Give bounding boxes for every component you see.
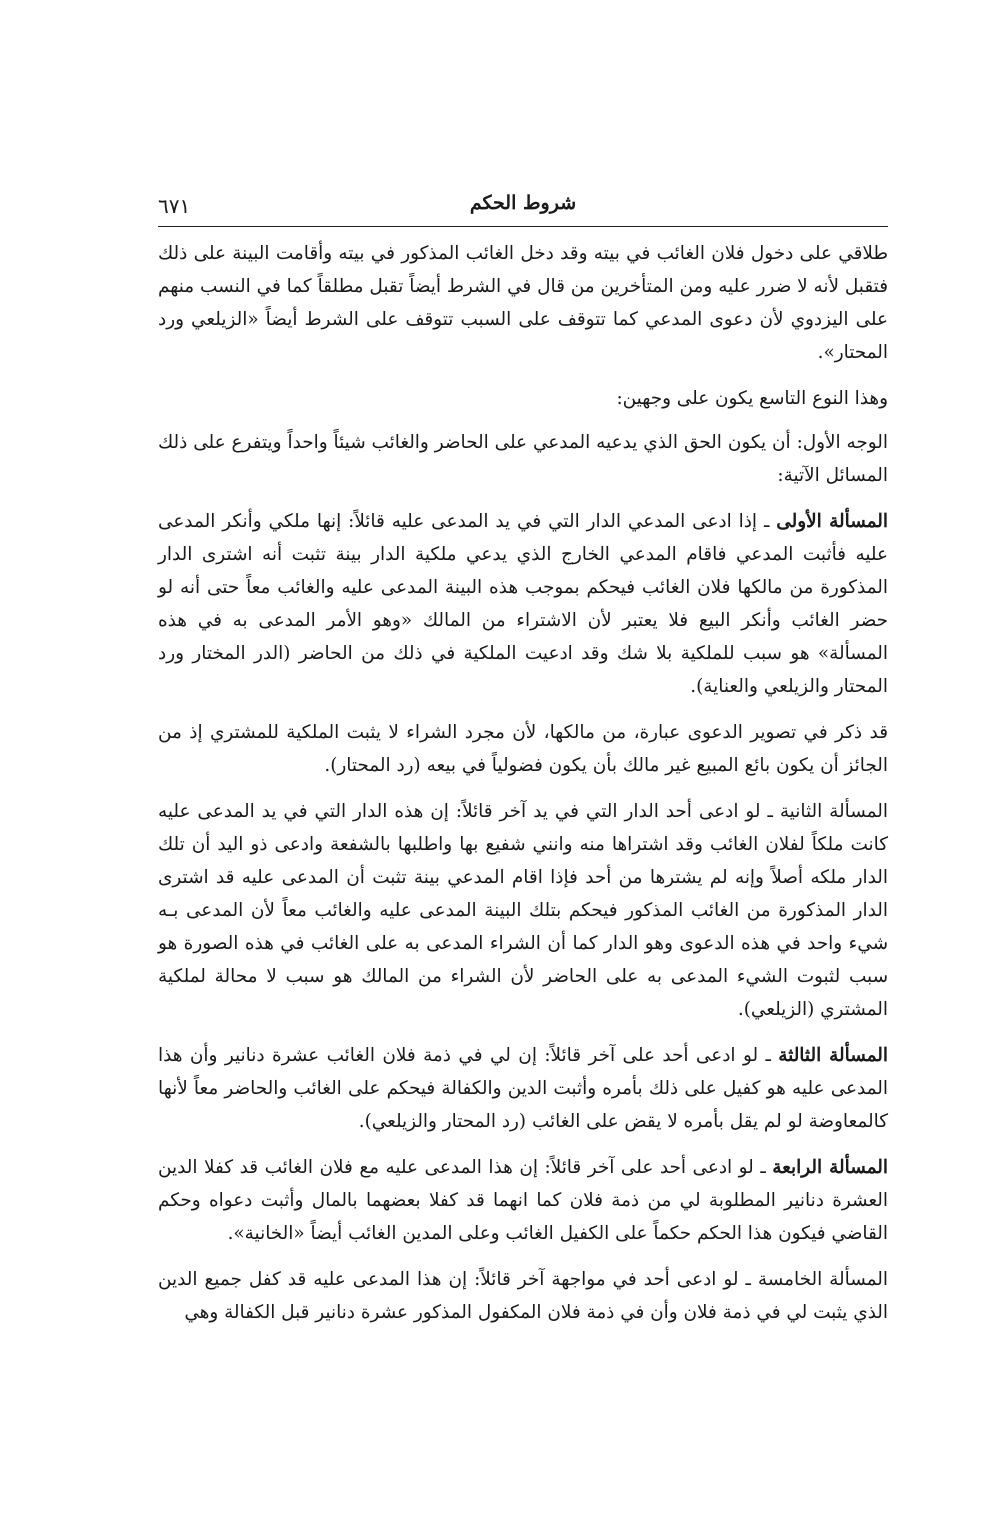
paragraph-lead: المسألة الثالثة [778, 1045, 888, 1066]
paragraph [158, 237, 888, 369]
paragraph [158, 1263, 888, 1329]
paragraph-text: ـ لو ادعى أحد على آخر قائلاً: إن لي في ذمة فلان الغائب عشرة دنانير وأن هذا المدعى عليه هو كفيل على ذلك بأمره وأثبت الدين والكفالة فيحكم على الغائب والحاضر معاً لأنها كالمعاوضة لو لم يقل بأمره لا يقض على الغائب (رد المحتار والزيلعي). [158, 1045, 888, 1132]
paragraph-text: المسألة الخامسة ـ لو ادعى أحد في مواجهة آخر قائلاً: إن هذا المدعى عليه قد كفل جميع الدين الذي يثبت لي في ذمة فلان وأن في ذمة فلان المكفول المذكور عشرة دنانير قبل الكفالة وهي [158, 1269, 888, 1323]
paragraph-lead: المسألة الرابعة [772, 1157, 888, 1178]
paragraph-text: طلاقي على دخول فلان الغائب في بيته وقد دخل الغائب المذكور في بيته وأقامت البينة على ذلك فتقبل لأنه لا ضرر عليه ومن المتأخرين من قال في الشرط أيضاً تقبل مطلقاً كما في النسب منهم على اليزدوي لأن دعوى المدعي كما تتوقف على السبب تتوقف على الشرط أيضاً «الزيلعي ورد المحتار». [158, 243, 888, 363]
document-body [158, 237, 888, 1329]
paragraph [158, 1039, 888, 1138]
document-page [158, 186, 888, 1342]
running-title: شروط الحكم [469, 192, 577, 214]
paragraph [158, 426, 888, 492]
paragraph [158, 795, 888, 1026]
paragraph-text: المسألة الثانية ـ لو ادعى أحد الدار التي في يد آخر قائلاً: إن هذه الدار التي في يد المدعى عليه كانت ملكاً لفلان الغائب وقد اشتراها منه وانني شفيع بها واطلبها بالشفعة وادعى ذو اليد أن تلك الدار ملكه أصلاً وإنه لم يشترها من أحد فإذا اقام المدعي بينة تثبت أن المدعى عليه قد اشترى الدار المذكورة من الغائب المذكور فيحكم بتلك البينة المدعى عليه والغائب معاً لأن المدعى بـه شيء واحد في هذه الدعوى وهو الدار كما أن الشراء المدعى به على الغائب في هذه الصورة هو سبب لثبوت الشيء المدعى به على الحاضر لأن الشراء من المالك هو سبب لا محالة لملكية المشتري (الزيلعي). [158, 801, 888, 1020]
paragraph [158, 505, 888, 703]
running-header [158, 186, 888, 227]
paragraph-text: وهذا النوع التاسع يكون على وجهين: [616, 388, 888, 409]
paragraph [158, 716, 888, 782]
paragraph-text: قد ذكر في تصوير الدعوى عبارة، من مالكها، لأن مجرد الشراء لا يثبت الملكية للمشتري إذ من الجائز أن يكون بائع المبيع غير مالك بأن يكون فضولياً في بيعه (رد المحتار). [158, 722, 888, 776]
page-number: ٦٧١ [158, 194, 191, 218]
paragraph [158, 1151, 888, 1250]
paragraph-text: ـ لو ادعى أحد على آخر قائلاً: إن هذا المدعى عليه مع فلان الغائب قد كفلا الدين العشرة دنانير المطلوبة لي من ذمة فلان كما انهما قد كفلا بعضهما بالمال وأثبت دعواه وحكم القاضي فيكون هذا الحكم حكماً على الكفيل الغائب وعلى المدين الغائب أيضاً «الخانية». [158, 1157, 888, 1244]
paragraph-lead: المسألة الأولى [776, 511, 888, 532]
paragraph-text: الوجه الأول: أن يكون الحق الذي يدعيه المدعي على الحاضر والغائب شيئاً واحداً ويتفرع على ذلك المسائل الآتية: [158, 432, 888, 486]
paragraph [158, 382, 888, 415]
paragraph-text: ـ إذا ادعى المدعي الدار التي في يد المدعى عليه قائلاً: إنها ملكي وأنكر المدعى عليه فأثبت المدعي فاقام المدعي الخارج الذي يدعي ملكية الدار بينة تثبت أنه اشترى الدار المذكورة من مالكها فلان الغائب فيحكم بموجب هذه البينة المدعى عليه والغائب معاً حتى أنه لو حضر الغائب وأنكر البيع فلا يعتبر لأن الاشتراء من المالك «وهو الأمر المدعى به في هذه المسألة» هو سبب للملكية بلا شك وقد ادعيت الملكية في ذلك من الحاضر (الدر المختار ورد المحتار والزيلعي والعناية). [158, 511, 888, 697]
